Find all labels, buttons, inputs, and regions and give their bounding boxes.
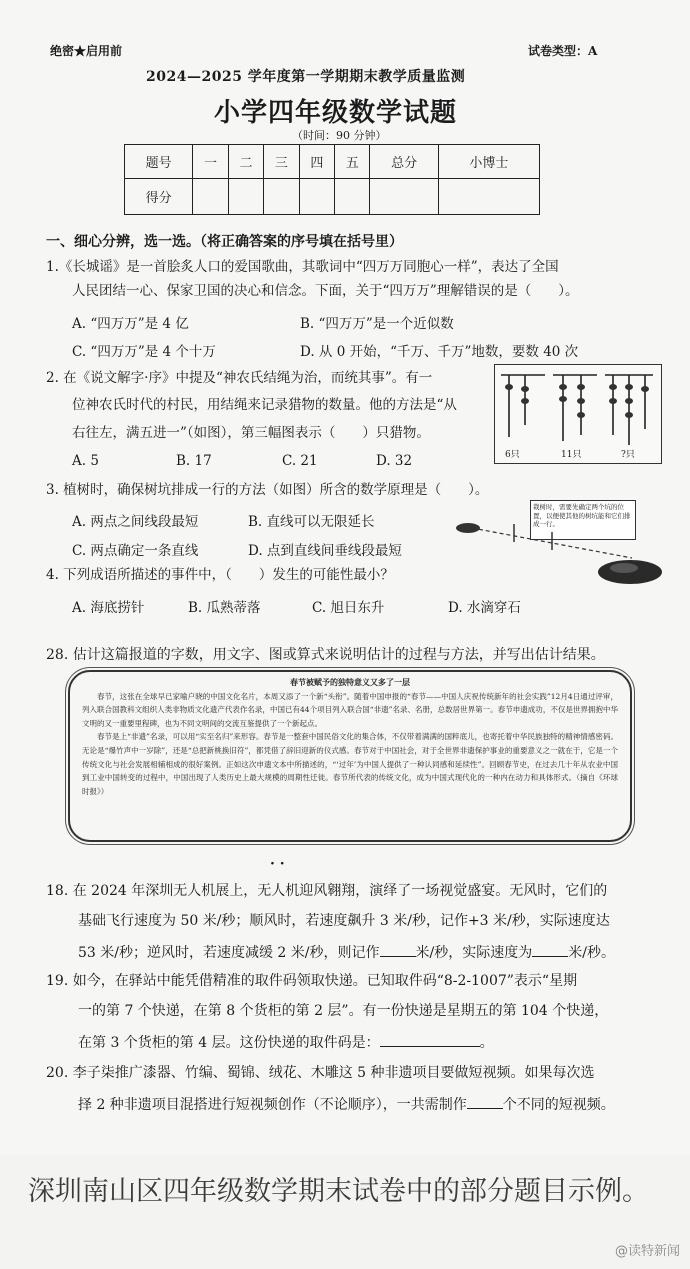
q28-text: 28. 估计这篇报道的字数，用文字、图或算式来说明估计的过程与方法，并写出估计结果。	[46, 647, 605, 663]
q18-line3-part2: 米/秒，实际速度为	[415, 945, 533, 961]
q2-line3: 右往左，满五进一”（如图），第三幅图表示（ ）只猎物。	[72, 425, 430, 441]
q18-line3	[78, 942, 615, 962]
tree-planting-drawing	[452, 498, 672, 594]
q19-line2: 一的第 7 个快递，在第 8 个货柜的第 2 层”。有一份快递是星期五的第 104 个快递，	[78, 1003, 609, 1019]
q19-line3	[78, 1032, 494, 1052]
watermark: @读特新闻	[614, 1244, 680, 1259]
score-header-cell: 总分	[370, 145, 438, 179]
article-paragraph-2: 春节是上“非遗”名录，可以用“实至名归”来形容。春节是一整套中国民俗文化的集合体，不仅带着满满的国粹底儿，也寄托着中华民族独特的精神情感密码。无论是“爆竹声中一岁除”，还是“总把新桃换旧符”，都凭借了辞旧迎新的仪式感。春节对于中国社会，对于全世界非遗保护事业的重要意义之一就在于，它是一个传统文化与社会发展相辅相成的很好案例。正如这次申遗文本中所描述的，“‘过年’为中国人提供了一种认同感和延续性”。回顾春节史，在过去几十年从农业中国到工业中国转变的过程中，中国出现了人类历史上最大规模的周期性迁徙。春节所代表的传统文化，成为中国式现代化的一种内在动力和具体形式。（摘自《环球时报》）	[82, 732, 618, 796]
news-article-box	[68, 670, 632, 842]
image-caption: 深圳南山区四年级数学期末试卷中的部分题目示例。	[28, 1176, 649, 1207]
q4-option-b: B. 瓜熟蒂落	[188, 600, 261, 616]
knot-rope-figure	[494, 364, 662, 464]
q4-option-a: A. 海底捞针	[72, 600, 145, 616]
exam-time: （时间：90 分钟）	[292, 129, 387, 142]
secret-label: 绝密★启用前	[50, 44, 123, 58]
score-table	[124, 144, 540, 215]
q19-line3-part1: 在第 3 个货柜的第 4 层。这份快递的取件码是：	[78, 1035, 380, 1051]
q3-option-a: A. 两点之间线段最短	[72, 514, 199, 530]
exam-year-line: 2024—2025 学年度第一学期期末教学质量监测	[146, 69, 466, 85]
q2-option-c: C. 21	[282, 453, 318, 469]
q2-line1: 2. 在《说文解字·序》中提及“神农氏结绳为治，而统其事”。有一	[46, 370, 433, 386]
q1-option-b: B. “四万万”是一个近似数	[300, 316, 454, 332]
q2-option-d: D. 32	[376, 453, 413, 469]
q19-blank[interactable]	[380, 1032, 480, 1047]
q1-line2: 人民团结一心、保家卫国的决心和信念。下面，关于“四万万”理解错误的是（ ）。	[72, 283, 579, 299]
article-paragraph-1: 春节，这张在全球早已家喻户晓的中国文化名片，本周又添了一个新“头衔”。随着中国申报的“春节——中国人庆祝传统新年的社会实践”12月4日通过评审，列入联合国教科文组织人类非物质文化遗产代表作名录，中国已有44个项目列入联合国“非遗”名录、名册，总数居世界第一。春节申遗成功，不仅是世界拥抱中华文明的又一重要里程碑，也为不同文明间的交流互鉴提供了一个新起点。	[82, 691, 618, 728]
q1-option-c: C. “四万万”是 4 个十万	[72, 344, 216, 360]
score-cell	[299, 179, 334, 215]
score-header-cell: 二	[228, 145, 263, 179]
article-title: 春节被赋予的独特意义又多了一层	[290, 677, 410, 687]
q3-option-c: C. 两点确定一条直线	[72, 543, 199, 559]
q1-line1: 1.《长城谣》是一首脍炙人口的爱国歌曲，其歌词中“四万万同胞心一样”，表达了全国	[46, 259, 559, 275]
q20-blank[interactable]	[467, 1094, 503, 1109]
tree-planting-figure	[452, 498, 672, 594]
score-cell	[370, 179, 438, 215]
q20-line2-part2: 个不同的短视频。	[502, 1097, 615, 1113]
score-cell	[438, 179, 539, 215]
q2-option-a: A. 5	[72, 453, 99, 469]
q20-line2	[78, 1094, 615, 1114]
score-header-cell: 五	[335, 145, 370, 179]
score-header-cell: 题号	[125, 145, 193, 179]
q19-line1: 19. 如今，在驿站中能凭借精准的取件码领取快递。已知取件码“8-2-1007”表示“星期	[46, 973, 578, 989]
q3-line1: 3. 植树时，确保树坑排成一行的方法（如图）所含的数学原理是（ ）。	[46, 482, 489, 498]
score-header-cell: 三	[264, 145, 299, 179]
knot-label-3: ?只	[621, 450, 635, 460]
q20-line2-part1: 择 2 种非遗项目混搭进行短视频创作（不论顺序），一共需制作	[78, 1097, 467, 1113]
q19-line3-part2: 。	[479, 1035, 494, 1051]
q1-option-d: D. 从 0 开始，“千万、千万”地数，要数 40 次	[300, 344, 579, 360]
exam-title: 小学四年级数学试题	[214, 98, 458, 128]
separator-dots: · ·	[270, 856, 285, 872]
q3-option-b: B. 直线可以无限延长	[248, 514, 375, 530]
q4-line1: 4. 下列成语所描述的事件中，（ ）发生的可能性最小？	[46, 567, 394, 583]
score-cell	[228, 179, 263, 215]
q18-line3-part1: 53 米/秒；逆风时，若速度减缓 2 米/秒，则记作	[78, 945, 380, 961]
q4-option-d: D. 水滴穿石	[448, 600, 521, 616]
q1-option-a: A. “四万万”是 4 亿	[72, 316, 189, 332]
q2-line2: 位神农氏时代的村民，用结绳来记录猎物的数量。他的方法是“从	[72, 397, 457, 413]
q4-option-c: C. 旭日东升	[312, 600, 385, 616]
q18-blank-1[interactable]	[380, 942, 416, 957]
paper-type-label: 试卷类型：A	[528, 44, 598, 58]
q18-line2: 基础飞行速度为 50 米/秒；顺风时，若速度飙升 3 米/秒，记作+3 米/秒，实际速度达	[78, 913, 610, 929]
knot-label-1: 6只	[505, 450, 520, 460]
q2-option-b: B. 17	[176, 453, 212, 469]
q3-option-d: D. 点到直线间垂线段最短	[248, 543, 402, 559]
q20-line1: 20. 李子柒推广漆器、竹编、蜀锦、绒花、木雕这 5 种非遗项目要做短视频。如果每次选	[46, 1065, 595, 1081]
q18-line1: 18. 在 2024 年深圳无人机展上，无人机迎风翱翔，演绎了一场视觉盛宴。无风时，它们的	[46, 883, 608, 899]
score-cell	[193, 179, 228, 215]
q18-blank-2[interactable]	[532, 942, 568, 957]
section-1-title: 一、细心分辨，选一选。（将正确答案的序号填在括号里）	[46, 234, 403, 250]
score-header-cell: 一	[193, 145, 228, 179]
score-header-cell: 小博士	[438, 145, 539, 179]
score-cell	[264, 179, 299, 215]
score-row-label: 得分	[125, 179, 193, 215]
score-header-cell: 四	[299, 145, 334, 179]
q18-line3-part3: 米/秒。	[568, 945, 615, 961]
score-cell	[335, 179, 370, 215]
knot-label-2: 11只	[561, 450, 582, 460]
tree-planting-note: 栽树时，需要先确定两个坑的位置，以便使其他的树坑能和它们排成一行。	[530, 500, 636, 540]
